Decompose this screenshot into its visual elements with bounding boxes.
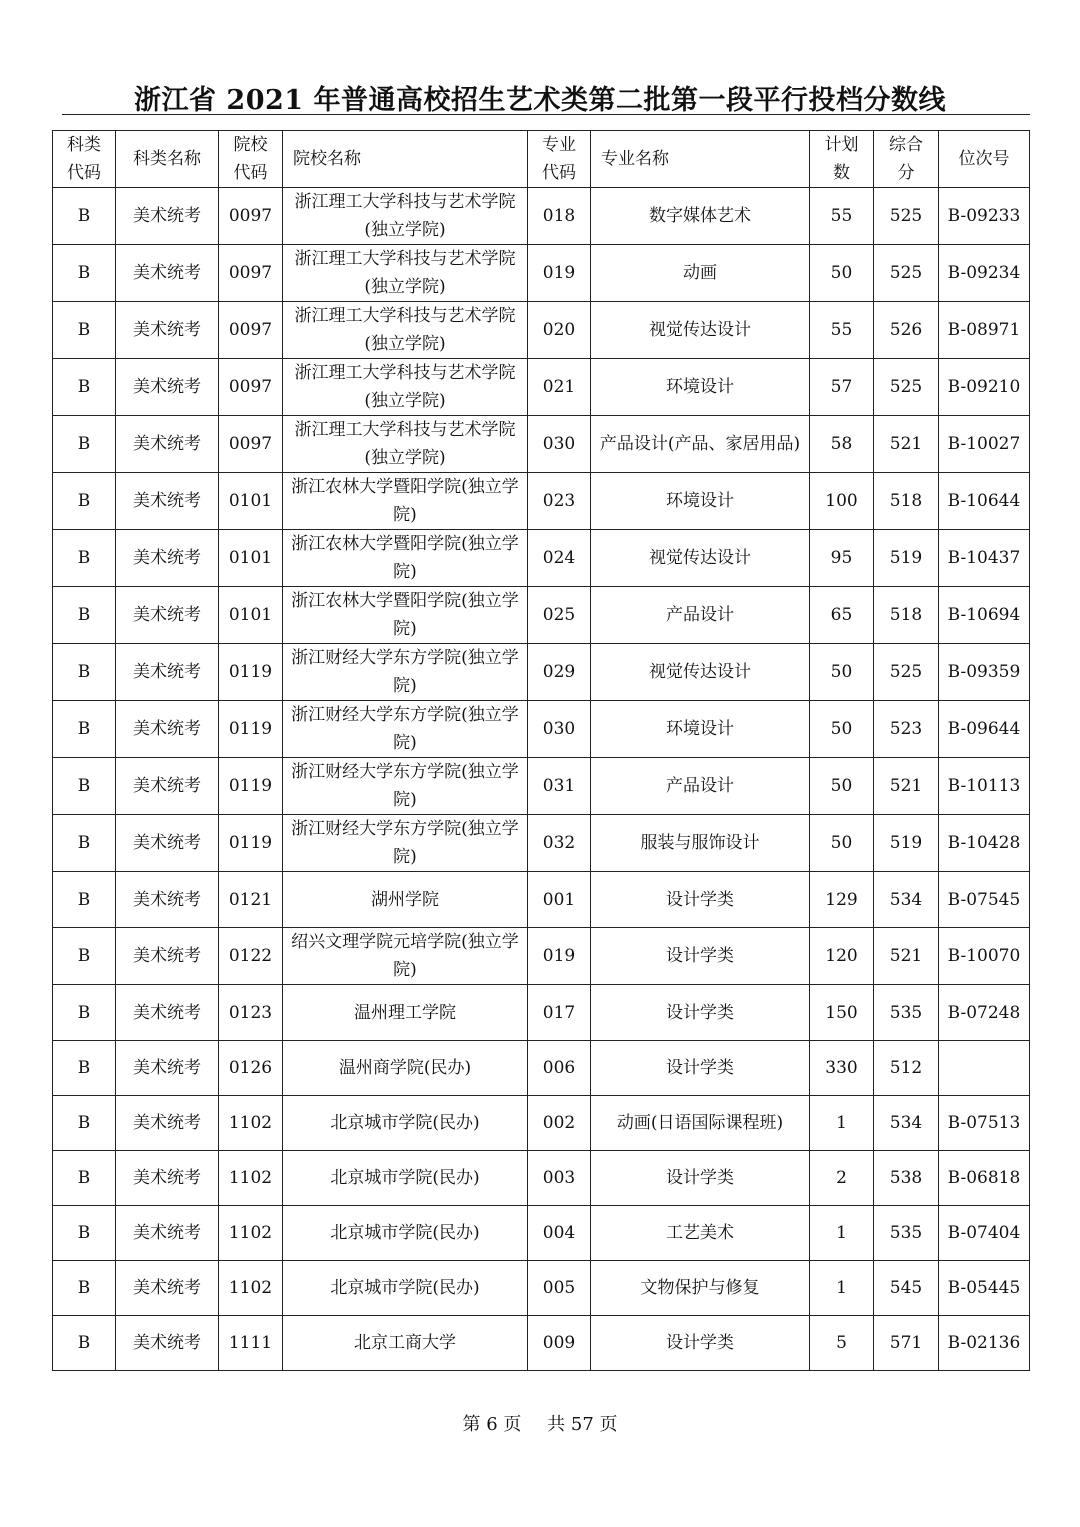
- category-name-cell: 美术统考: [116, 928, 219, 985]
- category-code-cell: B: [53, 587, 116, 644]
- plan-count-cell: 55: [810, 302, 874, 359]
- rank-cell: B-07513: [939, 1096, 1030, 1151]
- rank-cell: B-09359: [939, 644, 1030, 701]
- major-code-cell: 019: [528, 245, 591, 302]
- total-score-cell: 525: [874, 359, 939, 416]
- category-code-cell: B: [53, 1316, 116, 1371]
- school-name-cell: 浙江理工大学科技与艺术学院(独立学院): [283, 188, 528, 245]
- total-score-cell: 512: [874, 1041, 939, 1096]
- category-code-cell: B: [53, 1261, 116, 1316]
- category-name-cell: 美术统考: [116, 302, 219, 359]
- category-name-cell: 美术统考: [116, 1316, 219, 1371]
- school-name-cell: 浙江财经大学东方学院(独立学院): [283, 644, 528, 701]
- school-code-cell: 0101: [219, 530, 283, 587]
- rank-cell: B-10694: [939, 587, 1030, 644]
- category-code-cell: B: [53, 985, 116, 1041]
- category-name-cell: 美术统考: [116, 758, 219, 815]
- school-code-cell: 0097: [219, 245, 283, 302]
- school-name-cell: 北京城市学院(民办): [283, 1151, 528, 1206]
- header-category-code: 科类代码: [53, 131, 116, 188]
- school-code-cell: 0101: [219, 587, 283, 644]
- plan-count-cell: 65: [810, 587, 874, 644]
- category-name-cell: 美术统考: [116, 473, 219, 530]
- header-school-code: 院校代码: [219, 131, 283, 188]
- major-name-cell: 数字媒体艺术: [591, 188, 810, 245]
- major-code-cell: 002: [528, 1096, 591, 1151]
- table-row: [53, 1316, 1030, 1371]
- table-row: [53, 302, 1030, 359]
- category-name-cell: 美术统考: [116, 1096, 219, 1151]
- category-name-cell: 美术统考: [116, 701, 219, 758]
- major-code-cell: 006: [528, 1041, 591, 1096]
- rank-cell: B-10027: [939, 416, 1030, 473]
- plan-count-cell: 120: [810, 928, 874, 985]
- plan-count-cell: 57: [810, 359, 874, 416]
- category-name-cell: 美术统考: [116, 188, 219, 245]
- table-row: [53, 1261, 1030, 1316]
- category-name-cell: 美术统考: [116, 815, 219, 872]
- school-code-cell: 1102: [219, 1096, 283, 1151]
- total-score-cell: 545: [874, 1261, 939, 1316]
- plan-count-cell: 50: [810, 758, 874, 815]
- page-total: 共 57 页: [547, 1414, 618, 1435]
- major-code-cell: 024: [528, 530, 591, 587]
- total-score-cell: 518: [874, 473, 939, 530]
- major-name-cell: 产品设计: [591, 587, 810, 644]
- school-code-cell: 0097: [219, 188, 283, 245]
- table-row: [53, 245, 1030, 302]
- rank-cell: B-07545: [939, 872, 1030, 928]
- table-row: [53, 473, 1030, 530]
- category-name-cell: 美术统考: [116, 530, 219, 587]
- category-name-cell: 美术统考: [116, 1261, 219, 1316]
- category-name-cell: 美术统考: [116, 985, 219, 1041]
- school-name-cell: 湖州学院: [283, 872, 528, 928]
- category-code-cell: B: [53, 928, 116, 985]
- rank-cell: B-02136: [939, 1316, 1030, 1371]
- plan-count-cell: 1: [810, 1096, 874, 1151]
- rank-cell: B-09234: [939, 245, 1030, 302]
- total-score-cell: 534: [874, 1096, 939, 1151]
- table-row: [53, 815, 1030, 872]
- total-score-cell: 534: [874, 872, 939, 928]
- category-code-cell: B: [53, 1041, 116, 1096]
- plan-count-cell: 100: [810, 473, 874, 530]
- school-name-cell: 浙江理工大学科技与艺术学院(独立学院): [283, 302, 528, 359]
- total-score-cell: 525: [874, 188, 939, 245]
- total-score-cell: 519: [874, 815, 939, 872]
- rank-cell: B-09644: [939, 701, 1030, 758]
- major-name-cell: 工艺美术: [591, 1206, 810, 1261]
- rank-cell: B-07248: [939, 985, 1030, 1041]
- header-major-code: 专业代码: [528, 131, 591, 188]
- major-name-cell: 设计学类: [591, 1151, 810, 1206]
- school-name-cell: 温州理工学院: [283, 985, 528, 1041]
- school-name-cell: 浙江财经大学东方学院(独立学院): [283, 701, 528, 758]
- major-name-cell: 设计学类: [591, 1316, 810, 1371]
- major-name-cell: 视觉传达设计: [591, 302, 810, 359]
- category-code-cell: B: [53, 644, 116, 701]
- category-code-cell: B: [53, 530, 116, 587]
- category-code-cell: B: [53, 473, 116, 530]
- category-code-cell: B: [53, 188, 116, 245]
- category-code-cell: B: [53, 245, 116, 302]
- table-row: [53, 587, 1030, 644]
- total-score-cell: 526: [874, 302, 939, 359]
- school-code-cell: 1111: [219, 1316, 283, 1371]
- plan-count-cell: 50: [810, 815, 874, 872]
- category-name-cell: 美术统考: [116, 359, 219, 416]
- category-name-cell: 美术统考: [116, 1151, 219, 1206]
- major-code-cell: 019: [528, 928, 591, 985]
- school-code-cell: 0121: [219, 872, 283, 928]
- table-row: [53, 1041, 1030, 1096]
- category-name-cell: 美术统考: [116, 1206, 219, 1261]
- table-row: [53, 928, 1030, 985]
- plan-count-cell: 50: [810, 701, 874, 758]
- table-row: [53, 530, 1030, 587]
- major-name-cell: 视觉传达设计: [591, 530, 810, 587]
- major-code-cell: 025: [528, 587, 591, 644]
- major-code-cell: 032: [528, 815, 591, 872]
- total-score-cell: 525: [874, 644, 939, 701]
- school-code-cell: 0101: [219, 473, 283, 530]
- major-code-cell: 029: [528, 644, 591, 701]
- school-code-cell: 0119: [219, 758, 283, 815]
- major-code-cell: 020: [528, 302, 591, 359]
- school-code-cell: 0122: [219, 928, 283, 985]
- plan-count-cell: 95: [810, 530, 874, 587]
- table-body: [53, 188, 1030, 1371]
- school-name-cell: 浙江理工大学科技与艺术学院(独立学院): [283, 245, 528, 302]
- school-name-cell: 浙江农林大学暨阳学院(独立学院): [283, 587, 528, 644]
- category-name-cell: 美术统考: [116, 587, 219, 644]
- major-name-cell: 动画(日语国际课程班): [591, 1096, 810, 1151]
- total-score-cell: 535: [874, 1206, 939, 1261]
- category-code-cell: B: [53, 758, 116, 815]
- table-row: [53, 644, 1030, 701]
- major-name-cell: 设计学类: [591, 1041, 810, 1096]
- plan-count-cell: 1: [810, 1206, 874, 1261]
- rank-cell: B-09210: [939, 359, 1030, 416]
- major-code-cell: 031: [528, 758, 591, 815]
- school-code-cell: 0119: [219, 701, 283, 758]
- major-code-cell: 023: [528, 473, 591, 530]
- document-title: 浙江省 2021 年普通高校招生艺术类第二批第一段平行投档分数线: [134, 85, 946, 116]
- total-score-cell: 521: [874, 758, 939, 815]
- table-row: [53, 1151, 1030, 1206]
- table-row: [53, 188, 1030, 245]
- school-name-cell: 浙江财经大学东方学院(独立学院): [283, 815, 528, 872]
- rank-cell: B-09233: [939, 188, 1030, 245]
- page-footer: [0, 1410, 1080, 1436]
- rank-cell: [939, 1041, 1030, 1096]
- category-name-cell: 美术统考: [116, 644, 219, 701]
- school-name-cell: 北京城市学院(民办): [283, 1096, 528, 1151]
- plan-count-cell: 55: [810, 188, 874, 245]
- major-code-cell: 030: [528, 701, 591, 758]
- school-code-cell: 0119: [219, 644, 283, 701]
- school-name-cell: 浙江农林大学暨阳学院(独立学院): [283, 530, 528, 587]
- header-category-name: 科类名称: [116, 131, 219, 188]
- total-score-cell: 521: [874, 416, 939, 473]
- total-score-cell: 525: [874, 245, 939, 302]
- plan-count-cell: 5: [810, 1316, 874, 1371]
- table-row: [53, 985, 1030, 1041]
- total-score-cell: 521: [874, 928, 939, 985]
- header-major-name: 专业名称: [591, 131, 810, 188]
- major-code-cell: 005: [528, 1261, 591, 1316]
- plan-count-cell: 1: [810, 1261, 874, 1316]
- table-row: [53, 416, 1030, 473]
- major-name-cell: 文物保护与修复: [591, 1261, 810, 1316]
- school-code-cell: 1102: [219, 1151, 283, 1206]
- major-name-cell: 环境设计: [591, 359, 810, 416]
- school-code-cell: 0119: [219, 815, 283, 872]
- table-row: [53, 701, 1030, 758]
- school-code-cell: 0126: [219, 1041, 283, 1096]
- major-name-cell: 设计学类: [591, 872, 810, 928]
- school-name-cell: 浙江理工大学科技与艺术学院(独立学院): [283, 416, 528, 473]
- major-code-cell: 030: [528, 416, 591, 473]
- school-name-cell: 温州商学院(民办): [283, 1041, 528, 1096]
- table-row: [53, 758, 1030, 815]
- school-code-cell: 0097: [219, 359, 283, 416]
- major-code-cell: 017: [528, 985, 591, 1041]
- header-rank: 位次号: [939, 131, 1030, 188]
- category-code-cell: B: [53, 302, 116, 359]
- major-code-cell: 018: [528, 188, 591, 245]
- rank-cell: B-05445: [939, 1261, 1030, 1316]
- major-code-cell: 021: [528, 359, 591, 416]
- table-row: [53, 1096, 1030, 1151]
- plan-count-cell: 330: [810, 1041, 874, 1096]
- major-name-cell: 设计学类: [591, 985, 810, 1041]
- total-score-cell: 518: [874, 587, 939, 644]
- major-name-cell: 产品设计(产品、家居用品): [591, 416, 810, 473]
- major-code-cell: 003: [528, 1151, 591, 1206]
- school-code-cell: 0097: [219, 416, 283, 473]
- category-name-cell: 美术统考: [116, 245, 219, 302]
- total-score-cell: 519: [874, 530, 939, 587]
- rank-cell: B-10437: [939, 530, 1030, 587]
- category-code-cell: B: [53, 701, 116, 758]
- rank-cell: B-10428: [939, 815, 1030, 872]
- total-score-cell: 523: [874, 701, 939, 758]
- school-name-cell: 北京工商大学: [283, 1316, 528, 1371]
- category-code-cell: B: [53, 872, 116, 928]
- header-school-name: 院校名称: [283, 131, 528, 188]
- rank-cell: B-06818: [939, 1151, 1030, 1206]
- category-code-cell: B: [53, 1206, 116, 1261]
- school-name-cell: 绍兴文理学院元培学院(独立学院): [283, 928, 528, 985]
- school-name-cell: 浙江理工大学科技与艺术学院(独立学院): [283, 359, 528, 416]
- major-name-cell: 视觉传达设计: [591, 644, 810, 701]
- table-header-row: [53, 131, 1030, 188]
- rank-cell: B-10113: [939, 758, 1030, 815]
- major-code-cell: 009: [528, 1316, 591, 1371]
- total-score-cell: 535: [874, 985, 939, 1041]
- header-total-score: 综合分: [874, 131, 939, 188]
- school-code-cell: 1102: [219, 1261, 283, 1316]
- plan-count-cell: 50: [810, 644, 874, 701]
- category-code-cell: B: [53, 416, 116, 473]
- school-name-cell: 北京城市学院(民办): [283, 1261, 528, 1316]
- category-name-cell: 美术统考: [116, 416, 219, 473]
- total-score-cell: 538: [874, 1151, 939, 1206]
- header-plan-count: 计划数: [810, 131, 874, 188]
- major-code-cell: 001: [528, 872, 591, 928]
- school-name-cell: 浙江农林大学暨阳学院(独立学院): [283, 473, 528, 530]
- plan-count-cell: 50: [810, 245, 874, 302]
- plan-count-cell: 2: [810, 1151, 874, 1206]
- category-code-cell: B: [53, 1151, 116, 1206]
- school-code-cell: 0123: [219, 985, 283, 1041]
- major-name-cell: 动画: [591, 245, 810, 302]
- page-number: 第 6 页: [462, 1414, 522, 1435]
- total-score-cell: 571: [874, 1316, 939, 1371]
- school-code-cell: 1102: [219, 1206, 283, 1261]
- category-code-cell: B: [53, 1096, 116, 1151]
- table-row: [53, 872, 1030, 928]
- major-name-cell: 环境设计: [591, 701, 810, 758]
- category-code-cell: B: [53, 815, 116, 872]
- category-name-cell: 美术统考: [116, 1041, 219, 1096]
- rank-cell: B-10644: [939, 473, 1030, 530]
- score-table: [52, 130, 1030, 1371]
- major-code-cell: 004: [528, 1206, 591, 1261]
- category-code-cell: B: [53, 359, 116, 416]
- plan-count-cell: 58: [810, 416, 874, 473]
- rank-cell: B-08971: [939, 302, 1030, 359]
- major-name-cell: 服装与服饰设计: [591, 815, 810, 872]
- plan-count-cell: 129: [810, 872, 874, 928]
- table-row: [53, 359, 1030, 416]
- category-name-cell: 美术统考: [116, 872, 219, 928]
- school-name-cell: 浙江财经大学东方学院(独立学院): [283, 758, 528, 815]
- major-name-cell: 设计学类: [591, 928, 810, 985]
- school-name-cell: 北京城市学院(民办): [283, 1206, 528, 1261]
- title-underline: [62, 114, 1030, 115]
- major-name-cell: 产品设计: [591, 758, 810, 815]
- rank-cell: B-07404: [939, 1206, 1030, 1261]
- school-code-cell: 0097: [219, 302, 283, 359]
- major-name-cell: 环境设计: [591, 473, 810, 530]
- plan-count-cell: 150: [810, 985, 874, 1041]
- rank-cell: B-10070: [939, 928, 1030, 985]
- table-row: [53, 1206, 1030, 1261]
